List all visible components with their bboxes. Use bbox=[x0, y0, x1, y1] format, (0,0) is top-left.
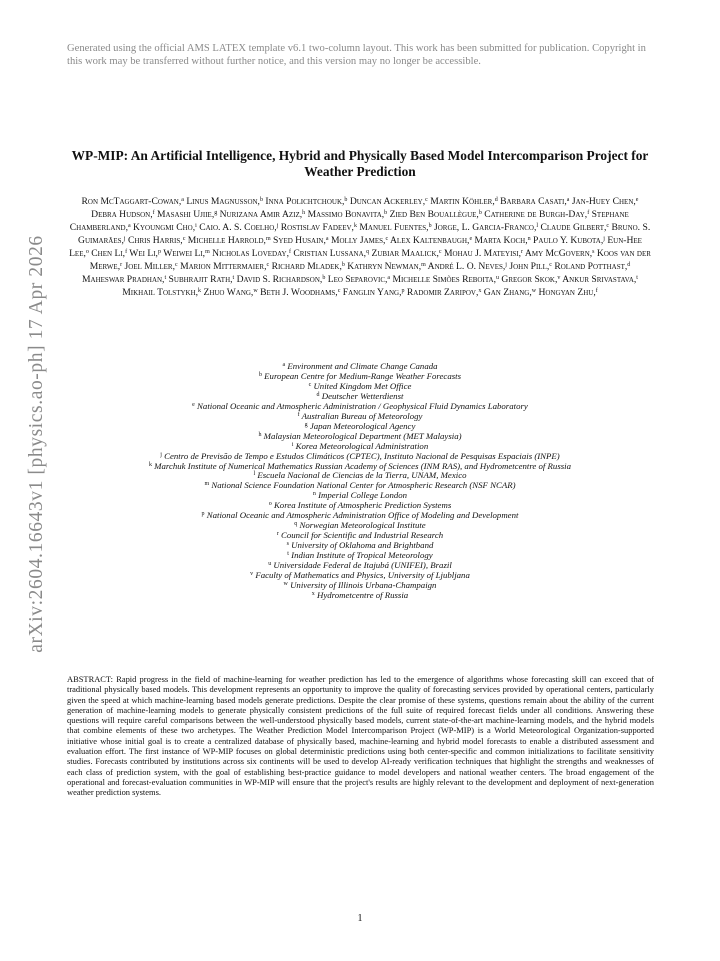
author bbox=[444, 248, 523, 259]
author-name: Kathryn Newman, bbox=[347, 261, 422, 273]
affiliation-text: Indian Institute of Tropical Meteorology bbox=[291, 550, 433, 561]
author-affiliation-mark: t bbox=[164, 275, 167, 282]
author bbox=[533, 235, 605, 246]
affiliation-text: Malaysian Meteorological Department (MET Malaysia) bbox=[263, 430, 462, 441]
author-name: Caio. A. S. Coelho, bbox=[199, 222, 277, 234]
author-affiliation-mark: t bbox=[232, 275, 235, 282]
author-affiliation-mark: n bbox=[527, 236, 531, 243]
author-name: Subhrajit Rath, bbox=[168, 274, 233, 286]
author bbox=[484, 287, 536, 298]
author-name: Weiwei Li, bbox=[163, 248, 206, 260]
affiliation-key: x bbox=[311, 590, 315, 597]
author-affiliation-mark: f bbox=[587, 210, 590, 217]
author-affiliation-mark: t bbox=[636, 275, 638, 282]
author-affiliation-mark: m bbox=[421, 262, 426, 269]
author-name: Amy McGovern, bbox=[524, 248, 593, 260]
author-affiliation-mark: f bbox=[288, 249, 291, 256]
affiliation-key: d bbox=[316, 391, 320, 398]
author-affiliation-mark: u bbox=[495, 275, 499, 282]
author-name: Eun-Hee Lee, bbox=[69, 235, 642, 260]
author-name: Fanglin Yang, bbox=[342, 287, 402, 299]
author-affiliation-mark: j bbox=[505, 262, 507, 269]
author bbox=[390, 235, 472, 246]
author-list bbox=[68, 195, 652, 299]
author bbox=[371, 248, 441, 259]
author-affiliation-mark: c bbox=[438, 249, 442, 256]
author-name: Jorge, L. Garcia-Franco, bbox=[433, 222, 537, 234]
abstract: ABSTRACT: Rapid progress in the field of machine-learning for weather prediction has led to the emergence of algorithms whose forecasting skill can exceed that of traditional physically based models. This development represents an opportunity to improve the quality of forecasting services provided by operational centers, particularly given the speed at which machine-learning based models generate predictions. Despite the clear promise of these systems, questions remain about the ability of the current generation of machine-learning models to generate physically consistent predictions of the full suite of required forecast fields under all conditions. Answering these questions will require careful comparisons between the well-understood physically based models, current state-of-the-art machine-learning models, and the hybrid models that combine elements of these two archetypes. The Weather Prediction Model Intercomparison Project (WP-MIP) is a World Meteorological Organization-supported initiative whose initial goal is to create a centralized database of physically based, machine-learning and hybrid model forecasts to enable a distributed assessment and evaluation effort. The first instance of WP-MIP focuses on global deterministic predictions using both center-specific and common initializations to facilitate sensitivity studies. Forecasts contributed by institutions across six continents will be used to develop AI-ready verification techniques that highlight the strengths and weaknesses of each class of prediction system, with the goal of establishing best-practice guidance to model developers and national weather centers. The broad engagement of the operational and forecast-evaluation communities in WP-MIP will ensure that the project's results are highly relevant to the development and deployment of next-generation weather prediction systems. bbox=[67, 674, 654, 798]
author bbox=[91, 209, 154, 220]
affiliation-text: Environment and Climate Change Canada bbox=[287, 361, 438, 371]
author-affiliation-mark: b bbox=[259, 197, 263, 203]
author-affiliation-mark: j bbox=[123, 236, 126, 243]
author-affiliation-mark: b bbox=[322, 275, 326, 282]
author bbox=[128, 235, 185, 246]
author-affiliation-mark: c bbox=[337, 288, 341, 295]
author-name: Massimo Bonavita, bbox=[307, 209, 385, 221]
author-affiliation-mark: d bbox=[494, 197, 498, 203]
author-name: Zhuo Wang, bbox=[203, 287, 254, 299]
author bbox=[157, 209, 217, 220]
author-name: Roland Potthast, bbox=[554, 261, 628, 273]
author-affiliation-mark: c bbox=[425, 197, 428, 203]
affiliation-key: v bbox=[250, 571, 254, 578]
author-name: Leo Separovic, bbox=[327, 274, 388, 286]
author-name: Michelle Harrold, bbox=[187, 235, 266, 247]
author bbox=[122, 287, 201, 298]
author-name: John Pill, bbox=[509, 261, 550, 273]
affiliation-key: f bbox=[297, 411, 300, 418]
affiliation-key: e bbox=[192, 401, 195, 408]
author bbox=[273, 235, 329, 246]
author-affiliation-mark: f bbox=[152, 210, 155, 217]
author-name: Marta Koch, bbox=[474, 235, 528, 247]
author-name: Manuel Fuentes, bbox=[359, 222, 429, 234]
author-name: Catherine de Burgh-Day, bbox=[484, 209, 588, 221]
author bbox=[359, 222, 431, 233]
author bbox=[199, 222, 278, 233]
affiliation-key: u bbox=[268, 561, 272, 568]
author bbox=[163, 248, 210, 259]
affiliation-text: Universidade Federal de Itajubá (UNIFEI), Brazil bbox=[273, 560, 452, 571]
author bbox=[180, 261, 269, 272]
affiliation-key: n bbox=[312, 491, 316, 498]
author-name: Joel Miller, bbox=[124, 261, 175, 273]
author-name: Zubiar Maalick, bbox=[371, 248, 439, 260]
affiliation-text: Australian Bureau of Meteorology bbox=[301, 410, 423, 421]
author-name: Kyoungmi Cho, bbox=[133, 222, 196, 234]
template-notice: Generated using the official AMS LATEX template v6.1 two-column layout. This work has been submitted for publication. Copyright in this work may be transferred without further notice, and this version may no longer be accessible. bbox=[67, 43, 646, 67]
author-name: Stephane Chamberland, bbox=[69, 209, 629, 234]
author bbox=[525, 248, 595, 259]
arxiv-identifier bbox=[19, 228, 55, 660]
author-affiliation-mark: a bbox=[566, 197, 570, 203]
author-name: Ankur Srivastava, bbox=[562, 274, 637, 286]
author bbox=[407, 287, 482, 298]
author bbox=[82, 274, 166, 285]
author-affiliation-mark: a bbox=[127, 223, 131, 230]
affiliation-text: Norwegian Meteorological Institute bbox=[299, 520, 426, 531]
author-name: Radomir Zaripov, bbox=[406, 287, 479, 299]
author-affiliation-mark: l bbox=[536, 223, 539, 230]
author-affiliation-mark: f bbox=[595, 288, 598, 295]
affiliation-key: r bbox=[276, 531, 279, 538]
author bbox=[82, 196, 184, 207]
author-affiliation-mark: c bbox=[549, 262, 552, 269]
affiliation-key: g bbox=[304, 421, 308, 428]
affiliation-key: h bbox=[258, 431, 262, 438]
author bbox=[203, 287, 257, 298]
author-affiliation-mark: j bbox=[276, 223, 279, 230]
author-affiliation-mark: o bbox=[85, 249, 89, 256]
affiliation-text: Deutscher Wetterdienst bbox=[321, 390, 404, 401]
author bbox=[220, 209, 306, 220]
affiliation-key: i bbox=[291, 441, 294, 448]
author-affiliation-mark: e bbox=[635, 197, 639, 203]
author-affiliation-mark: c bbox=[606, 223, 610, 230]
author-affiliation-mark: m bbox=[205, 249, 210, 256]
author bbox=[265, 196, 347, 207]
affiliation-key: j bbox=[160, 451, 162, 458]
affiliation-key: t bbox=[287, 551, 289, 558]
author-name: Michelle Simões Reboita, bbox=[392, 274, 496, 286]
author-affiliation-mark: w bbox=[253, 288, 258, 295]
author bbox=[430, 196, 498, 207]
affiliation bbox=[60, 591, 660, 601]
author bbox=[281, 222, 357, 233]
author-name: Jan-Huey Chen, bbox=[571, 196, 636, 207]
affiliation-key: p bbox=[201, 511, 205, 518]
author bbox=[212, 248, 291, 259]
author-affiliation-mark: b bbox=[341, 262, 345, 269]
author-name: Chris Harris, bbox=[127, 235, 183, 247]
author bbox=[500, 196, 569, 207]
author-name: Maheswar Pradhan, bbox=[82, 274, 165, 286]
author-name: Gregor Skok, bbox=[501, 274, 558, 286]
author-affiliation-mark: f bbox=[125, 249, 128, 256]
author-affiliation-mark: h bbox=[302, 210, 306, 217]
author-affiliation-mark: r bbox=[120, 262, 123, 269]
author-affiliation-mark: b bbox=[384, 210, 388, 217]
author bbox=[350, 196, 428, 207]
author-name: Bruno. S. Guimarães, bbox=[78, 222, 651, 247]
author-affiliation-mark: r bbox=[521, 249, 524, 256]
author bbox=[434, 222, 538, 233]
author-name: Alex Kaltenbaugh, bbox=[390, 235, 470, 247]
author bbox=[347, 261, 426, 272]
affiliation-text: Hydrometcentre of Russia bbox=[316, 589, 409, 600]
author bbox=[188, 235, 271, 246]
author-name: Wei Li, bbox=[129, 248, 158, 260]
affiliation-text: Marchuk Institute of Numerical Mathematics Russian Academy of Sciences (INM RAS), and Hydrometcentre of Russia bbox=[154, 460, 572, 471]
author bbox=[343, 287, 405, 298]
affiliation-text: Japan Meteorological Agency bbox=[309, 420, 416, 431]
author bbox=[237, 274, 326, 285]
author-affiliation-mark: p bbox=[157, 249, 161, 256]
author-name: Paulo Y. Kubota, bbox=[533, 235, 604, 247]
author-affiliation-mark: i bbox=[195, 223, 197, 230]
author bbox=[272, 261, 345, 272]
paper-title: WP-MIP: An Artificial Intelligence, Hybrid and Physically Based Model Intercomparison Project for Weather Prediction bbox=[71, 148, 649, 179]
author bbox=[428, 261, 507, 272]
author bbox=[554, 261, 630, 272]
author-name: Molly James, bbox=[330, 235, 386, 247]
author-name: Hongyan Zhu, bbox=[538, 287, 596, 299]
affiliation-key: s bbox=[286, 541, 289, 548]
author-affiliation-mark: s bbox=[592, 249, 595, 256]
affiliation-text: Escuela Nacional de Ciencias de la Tierra, UNAM, Mexico bbox=[257, 470, 467, 481]
affiliation-text: Korea Meteorological Administration bbox=[295, 440, 429, 451]
author bbox=[260, 287, 340, 298]
affiliation-text: Imperial College London bbox=[318, 490, 408, 501]
author bbox=[133, 222, 197, 233]
author-name: David S. Richardson, bbox=[236, 274, 323, 286]
author-affiliation-mark: x bbox=[478, 288, 482, 295]
author-name: Zied Ben Bouallègue, bbox=[389, 209, 479, 221]
affiliation-text: Centro de Previsão de Tempo e Estudos Climáticos (CPTEC), Instituto Nacional de Pesquisas Espaciais (INPE) bbox=[164, 450, 560, 461]
author bbox=[328, 274, 390, 285]
author-affiliation-mark: w bbox=[531, 288, 537, 295]
affiliation-text: National Science Foundation National Center for Atmospheric Research (NSF NCAR) bbox=[211, 480, 516, 491]
author bbox=[125, 261, 178, 272]
author-affiliation-mark: b bbox=[428, 223, 432, 230]
author-name: Masashi Ujiie, bbox=[157, 209, 215, 221]
author bbox=[509, 261, 552, 272]
author bbox=[572, 196, 639, 207]
author bbox=[91, 248, 127, 259]
author-name: Rostislav Fadeev, bbox=[280, 222, 354, 234]
author bbox=[540, 222, 609, 233]
author-affiliation-mark: v bbox=[557, 275, 561, 282]
author-affiliation-mark: a bbox=[387, 275, 391, 282]
author-name: Inna Polichtchouk, bbox=[265, 196, 345, 207]
author-affiliation-mark: a bbox=[325, 236, 329, 243]
author bbox=[501, 274, 560, 285]
author-affiliation-mark: b bbox=[478, 210, 482, 217]
author bbox=[186, 196, 263, 207]
author-name: Barbara Casati, bbox=[500, 196, 567, 207]
affiliation-key: k bbox=[148, 461, 152, 468]
affiliation-text: University of Oklahoma and Brightband bbox=[291, 540, 434, 551]
author bbox=[169, 274, 235, 285]
affiliation-key: b bbox=[258, 371, 262, 378]
affiliation-key: c bbox=[308, 381, 312, 388]
author-name: Gan Zhang, bbox=[483, 287, 532, 299]
affiliation-key: l bbox=[253, 471, 256, 478]
author-name: Duncan Ackerley, bbox=[349, 196, 426, 207]
affiliation-list bbox=[60, 362, 660, 601]
author-affiliation-mark: k bbox=[198, 288, 202, 295]
author-name: Beth J. Woodhams, bbox=[260, 287, 338, 299]
author-name: Koos van der Merwe, bbox=[89, 248, 651, 273]
author-name: Mikhail Tolstykh, bbox=[122, 287, 199, 299]
author-name: Linus Magnusson, bbox=[186, 196, 260, 207]
author-affiliation-mark: c bbox=[385, 236, 389, 243]
affiliation-key: q bbox=[294, 521, 298, 528]
affiliation-text: Faculty of Mathematics and Physics, University of Ljubljana bbox=[255, 570, 470, 581]
author bbox=[129, 248, 161, 259]
author-affiliation-mark: a bbox=[181, 197, 184, 203]
author-name: Claude Gilbert, bbox=[540, 222, 607, 234]
author-affiliation-mark: c bbox=[175, 262, 178, 269]
author bbox=[308, 209, 388, 220]
affiliation-text: University of Illinois Urbana-Champaign bbox=[290, 579, 437, 590]
affiliation-text: Council for Scientific and Industrial Research bbox=[281, 530, 444, 541]
author-name: Nicholas Loveday, bbox=[212, 248, 289, 260]
author-name: André L. O. Neves, bbox=[427, 261, 506, 273]
author-name: Richard Mladek, bbox=[271, 261, 342, 273]
author bbox=[331, 235, 388, 246]
author-affiliation-mark: b bbox=[344, 197, 348, 203]
author-affiliation-mark: e bbox=[469, 236, 473, 243]
author bbox=[538, 287, 597, 298]
affiliation-text: National Oceanic and Atmospheric Administration Office of Modeling and Development bbox=[206, 510, 519, 521]
author-affiliation-mark: k bbox=[353, 223, 357, 230]
author bbox=[475, 235, 531, 246]
author-name: Debra Hudson, bbox=[91, 209, 153, 221]
page-number: 1 bbox=[357, 913, 363, 924]
author-affiliation-mark: m bbox=[265, 236, 271, 243]
author-affiliation-mark: j bbox=[603, 236, 605, 243]
affiliation-text: European Centre for Medium-Range Weather Forecasts bbox=[264, 370, 462, 381]
affiliation-key: w bbox=[283, 580, 288, 587]
arxiv-identifier-text: arXiv:2604.16643v1 [physics.ao-ph] 17 Apr 2026 bbox=[26, 235, 47, 653]
author-name: Martin Köhler, bbox=[430, 196, 495, 207]
author-name: Ron McTaggart-Cowan, bbox=[81, 196, 182, 207]
author bbox=[484, 209, 589, 220]
affiliation-key: m bbox=[204, 481, 210, 488]
author-name: Cristian Lussana, bbox=[293, 248, 367, 260]
author-affiliation-mark: c bbox=[182, 236, 186, 243]
author-name: Marion Mittermaier, bbox=[180, 261, 267, 273]
affiliation-key: o bbox=[268, 501, 272, 508]
author-name: Syed Husain, bbox=[273, 235, 326, 247]
affiliation-text: Korea Institute of Atmospheric Prediction Systems bbox=[273, 500, 452, 511]
author-affiliation-mark: q bbox=[366, 249, 370, 256]
author bbox=[392, 274, 499, 285]
affiliation-text: National Oceanic and Atmospheric Administration / Geophysical Fluid Dynamics Laboratory bbox=[197, 400, 528, 411]
author-affiliation-mark: g bbox=[214, 210, 218, 217]
author-name: Nurizana Amir Aziz, bbox=[219, 209, 303, 221]
affiliation-text: United Kingdom Met Office bbox=[313, 380, 412, 391]
author bbox=[293, 248, 369, 259]
author-affiliation-mark: c bbox=[266, 262, 270, 269]
author-affiliation-mark: p bbox=[401, 288, 405, 295]
author-name: Mohau J. Mateyisi, bbox=[443, 248, 522, 260]
author bbox=[390, 209, 482, 220]
author-affiliation-mark: d bbox=[627, 262, 631, 269]
affiliation-key: a bbox=[282, 362, 286, 368]
author bbox=[562, 274, 638, 285]
author-name: Chen Li, bbox=[91, 248, 126, 260]
